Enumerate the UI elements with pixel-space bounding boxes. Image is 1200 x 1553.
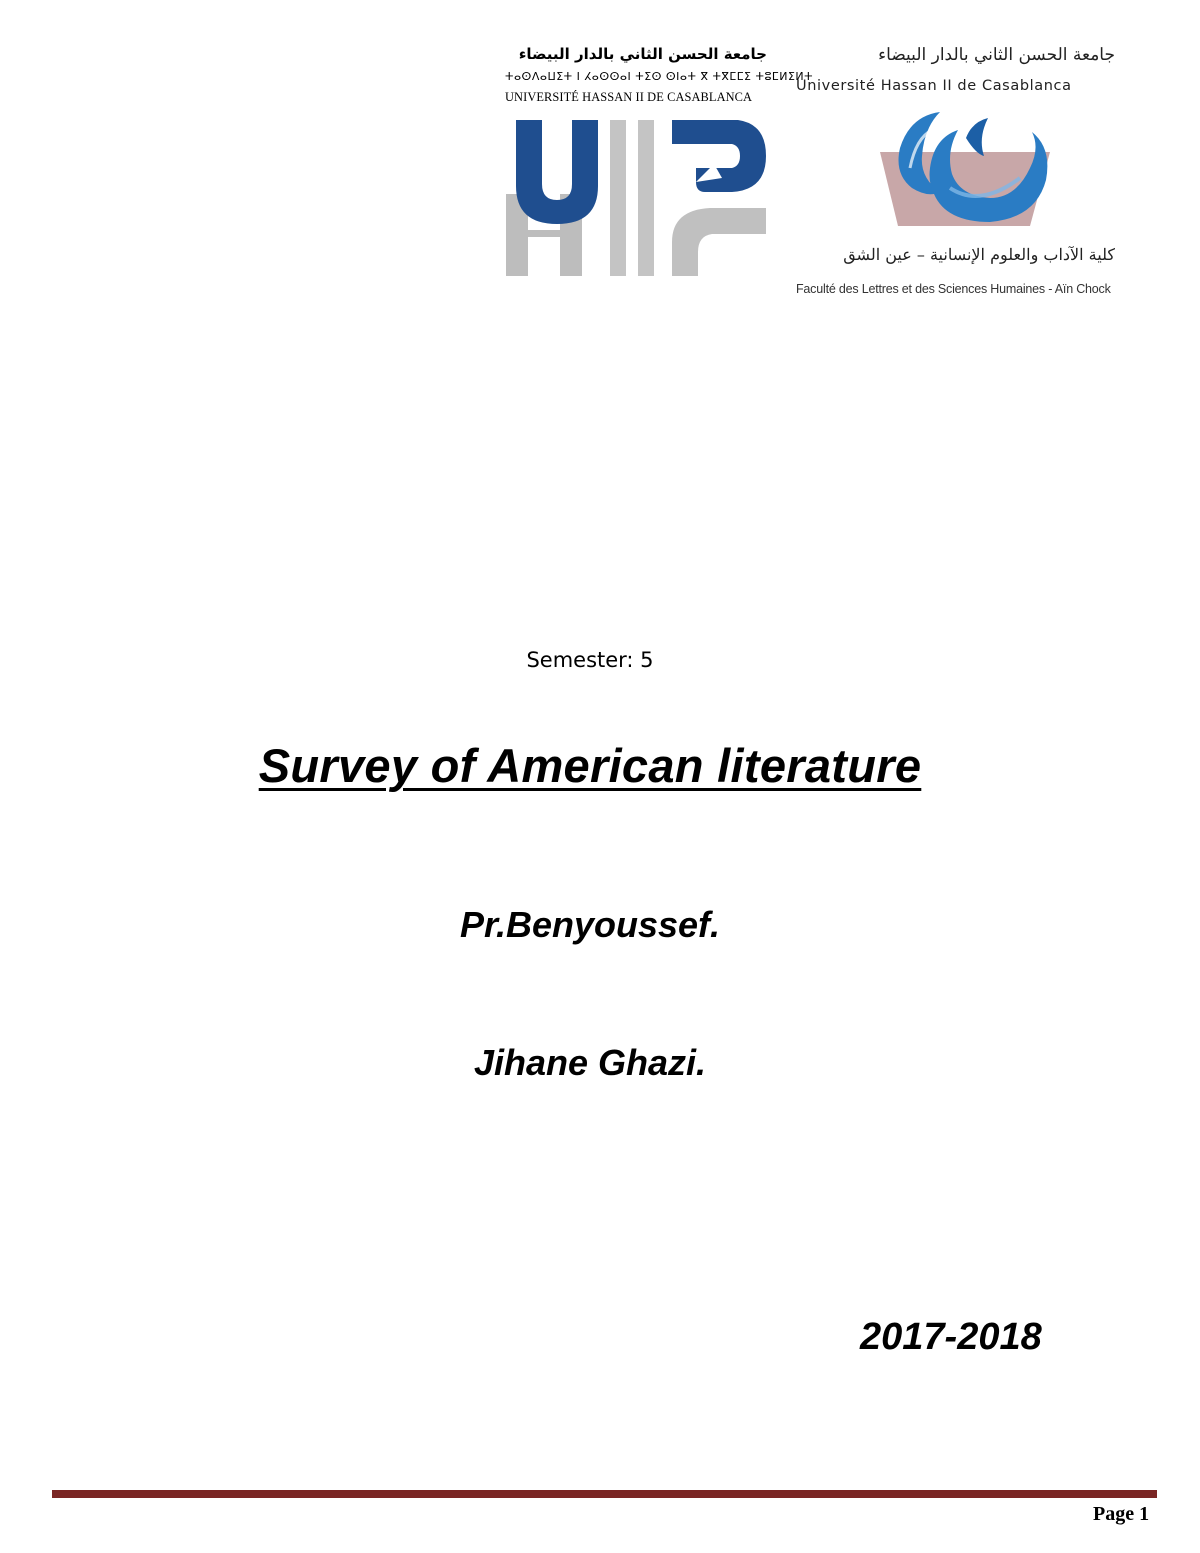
semester-label: Semester: 5 xyxy=(526,648,654,672)
course-title: Survey of American literature xyxy=(258,739,922,792)
uh2c-french-name: UNIVERSITÉ HASSAN II DE CASABLANCA xyxy=(505,90,753,104)
uh2c-tifinagh-name: ⵜⴰⵙⴷⴰⵡⵉⵜ ⵏ ⵃⴰⵙⵙⴰⵏ ⵜⵉⵙ ⵙⵏⴰⵜ ⴳ ⵜⴳⵎⵎⵉ ⵜⵓⵎⵍⵉⵍⵜ xyxy=(505,70,814,83)
flsh-emblem-icon xyxy=(880,108,1060,238)
flsh-logo xyxy=(790,40,1125,302)
footer-rule xyxy=(52,1490,1157,1498)
page-number: Page 1 xyxy=(1093,1503,1150,1525)
flsh-arabic-faculty: كلية الآداب والعلوم الإنسانية – عين الشق xyxy=(843,245,1115,264)
flsh-french-university: Université Hassan II de Casablanca xyxy=(796,78,1072,94)
professor-name: Pr.Benyoussef. xyxy=(459,904,721,945)
uh2c-logo xyxy=(500,40,814,285)
uh2c-arabic-name: جامعة الحسن الثاني بالدار البيضاء xyxy=(518,45,767,63)
academic-year: 2017-2018 xyxy=(860,1316,1042,1358)
flsh-french-faculty: Faculté des Lettres et des Sciences Humaines - Aïn Chock xyxy=(796,282,1111,296)
student-name: Jihane Ghazi. xyxy=(473,1042,707,1083)
flsh-arabic-university: جامعة الحسن الثاني بالدار البيضاء xyxy=(878,45,1115,65)
uh2c-emblem-icon xyxy=(500,112,770,282)
